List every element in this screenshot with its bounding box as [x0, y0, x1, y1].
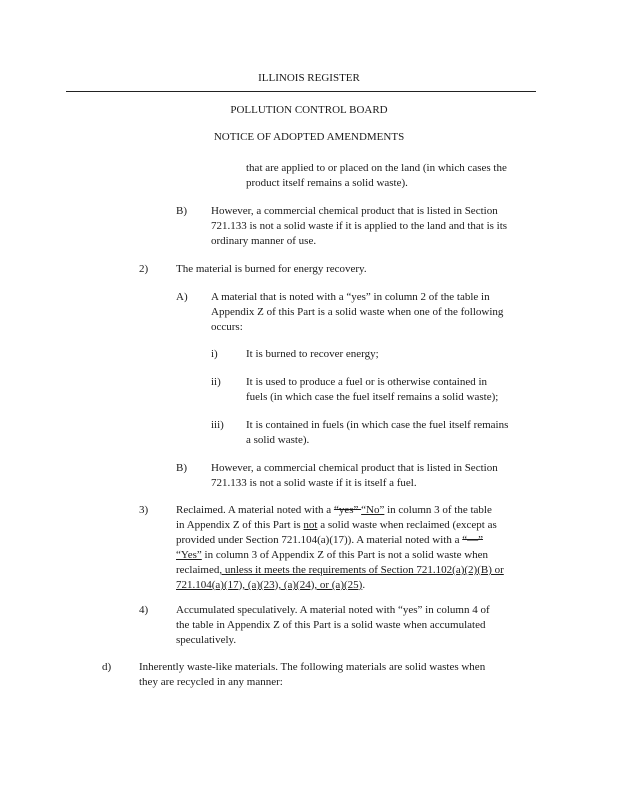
text-line: The material is burned for energy recovery.: [176, 263, 367, 275]
text-line: occurs:: [211, 321, 243, 333]
item-label: A): [176, 291, 188, 303]
amended-line: provided under Section 721.104(a)(17)). A material noted with a “—”: [176, 534, 483, 546]
item-label: i): [211, 348, 218, 360]
text-line: It is burned to recover energy;: [246, 348, 379, 360]
amended-line: reclaimed, unless it meets the requirements of Section 721.102(a)(2)(B) or: [176, 564, 504, 576]
item-label: B): [176, 462, 187, 474]
text-line: It is contained in fuels (in which case the fuel itself remains: [246, 419, 509, 431]
amended-line: Reclaimed. A material noted with a “yes” “No” in column 3 of the table: [176, 504, 492, 516]
text-line: speculatively.: [176, 634, 237, 646]
text-line: that are applied to or placed on the land (in which cases the: [246, 162, 507, 174]
amended-line: in Appendix Z of this Part is not a solid waste when reclaimed (except as: [176, 519, 497, 531]
amended-line: “Yes” in column 3 of Appendix Z of this Part is not a solid waste when: [176, 549, 489, 561]
item-label: ii): [211, 376, 221, 388]
text-line: However, a commercial chemical product that is listed in Section: [211, 205, 498, 217]
text-line: It is used to produce a fuel or is otherwise contained in: [246, 376, 488, 388]
item-label: d): [102, 661, 112, 673]
header-rule: [66, 91, 536, 92]
text-line: A material that is noted with a “yes” in column 2 of the table in: [211, 291, 490, 303]
item-label: 2): [139, 263, 149, 275]
text-line: Inherently waste-like materials. The following materials are solid wastes when: [139, 661, 486, 673]
text-line: However, a commercial chemical product that is listed in Section: [211, 462, 498, 474]
item-label: 3): [139, 504, 149, 516]
text-line: they are recycled in any manner:: [139, 676, 283, 688]
text-line: fuels (in which case the fuel itself remains a solid waste);: [246, 391, 499, 403]
text-line: a solid waste).: [246, 434, 310, 446]
text-line: Appendix Z of this Part is a solid waste when one of the following: [211, 306, 504, 318]
board-title: POLLUTION CONTROL BOARD: [230, 104, 388, 116]
text-line: ordinary manner of use.: [211, 235, 317, 247]
item-label: iii): [211, 419, 224, 431]
notice-title: NOTICE OF ADOPTED AMENDMENTS: [213, 131, 405, 143]
text-line: 721.133 is not a solid waste if it is itself a fuel.: [211, 477, 417, 489]
text-line: Accumulated speculatively. A material noted with “yes” in column 4 of: [176, 604, 490, 616]
text-line: the table in Appendix Z of this Part is a solid waste when accumulated: [176, 619, 486, 631]
item-label: B): [176, 205, 187, 217]
text-line: product itself remains a solid waste).: [246, 177, 408, 189]
item-label: 4): [139, 604, 149, 616]
register-title: ILLINOIS REGISTER: [258, 72, 360, 84]
amended-line: 721.104(a)(17), (a)(23), (a)(24), or (a)(25).: [176, 579, 366, 591]
text-line: 721.133 is not a solid waste if it is applied to the land and that is its: [211, 220, 508, 232]
